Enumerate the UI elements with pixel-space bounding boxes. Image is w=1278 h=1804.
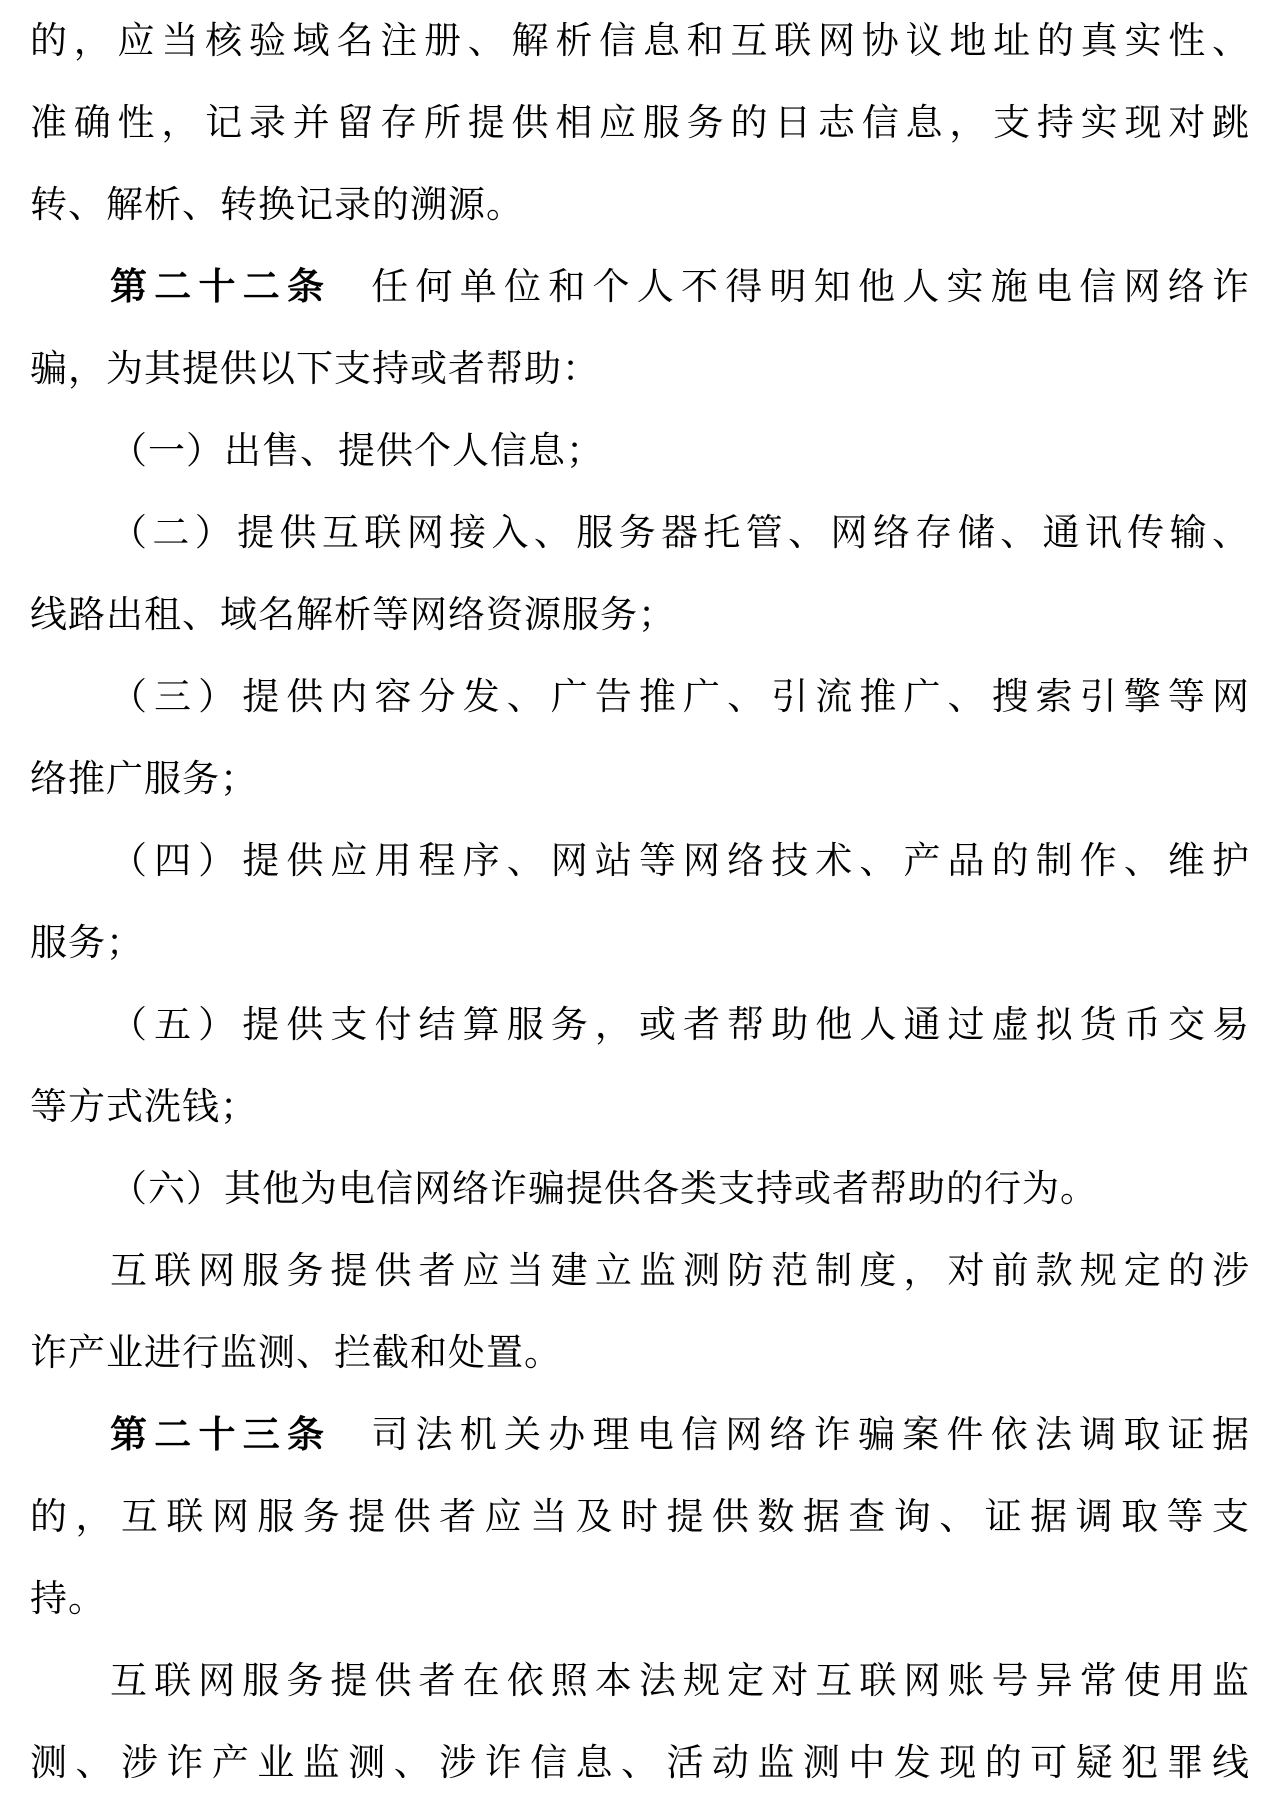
list-item (30, 656, 1250, 820)
text-line: 等方式洗钱； (30, 1085, 258, 1128)
text-line: 诈产业进行监测、拦截和处置。 (30, 1331, 562, 1374)
text-line: 互联网服务提供者在依照本法规定对互联网账号异常使用监 (110, 1659, 1250, 1702)
text-line: （二）提供互联网接入、服务器托管、网络存储、通讯传输、 (110, 511, 1250, 554)
text-line: 互联网服务提供者应当建立监测防范制度，对前款规定的涉 (110, 1249, 1250, 1292)
text-line: （一）出售、提供个人信息； (110, 429, 604, 472)
text-line: 线路出租、域名解析等网络资源服务； (30, 593, 676, 636)
list-item (30, 1148, 1250, 1230)
article-heading: 第二十二条 (110, 265, 332, 308)
text-line: （三）提供内容分发、广告推广、引流推广、搜索引擎等网 (110, 675, 1250, 718)
list-item (30, 492, 1250, 656)
text-line: 的，互联网服务提供者应当及时提供数据查询、证据调取等支 (30, 1495, 1250, 1538)
article-heading: 第二十三条 (110, 1413, 332, 1456)
list-item (30, 410, 1250, 492)
text-segment: 司法机关办理电信网络诈骗案件依法调取证据 (371, 1413, 1250, 1456)
text-line: 络推广服务； (30, 757, 258, 800)
text-line: 持。 (30, 1577, 106, 1620)
text-line: （六）其他为电信网络诈骗提供各类支持或者帮助的行为。 (110, 1167, 1098, 1210)
text-line: 骗，为其提供以下支持或者帮助： (30, 347, 600, 390)
list-item (30, 984, 1250, 1148)
paragraph-continuation (30, 0, 1250, 246)
list-item (30, 820, 1250, 984)
article-22 (30, 246, 1250, 410)
text-line: 准确性，记录并留存所提供相应服务的日志信息，支持实现对跳 (30, 101, 1250, 144)
text-line: （五）提供支付结算服务，或者帮助他人通过虚拟货币交易 (110, 1003, 1250, 1046)
paragraph (30, 1640, 1250, 1804)
text-line: 测、涉诈产业监测、涉诈信息、活动监测中发现的可疑犯罪线 (30, 1741, 1250, 1784)
text-line: 的，应当核验域名注册、解析信息和互联网协议地址的真实性、 (30, 19, 1250, 62)
text-line (30, 246, 1250, 328)
paragraph (30, 1230, 1250, 1394)
article-23 (30, 1394, 1250, 1640)
text-line (30, 1394, 1250, 1476)
text-line: （四）提供应用程序、网站等网络技术、产品的制作、维护 (110, 839, 1250, 882)
text-line: 服务； (30, 921, 144, 964)
text-segment: 任何单位和个人不得明知他人实施电信网络诈 (371, 265, 1250, 308)
text-line: 转、解析、转换记录的溯源。 (30, 183, 524, 226)
